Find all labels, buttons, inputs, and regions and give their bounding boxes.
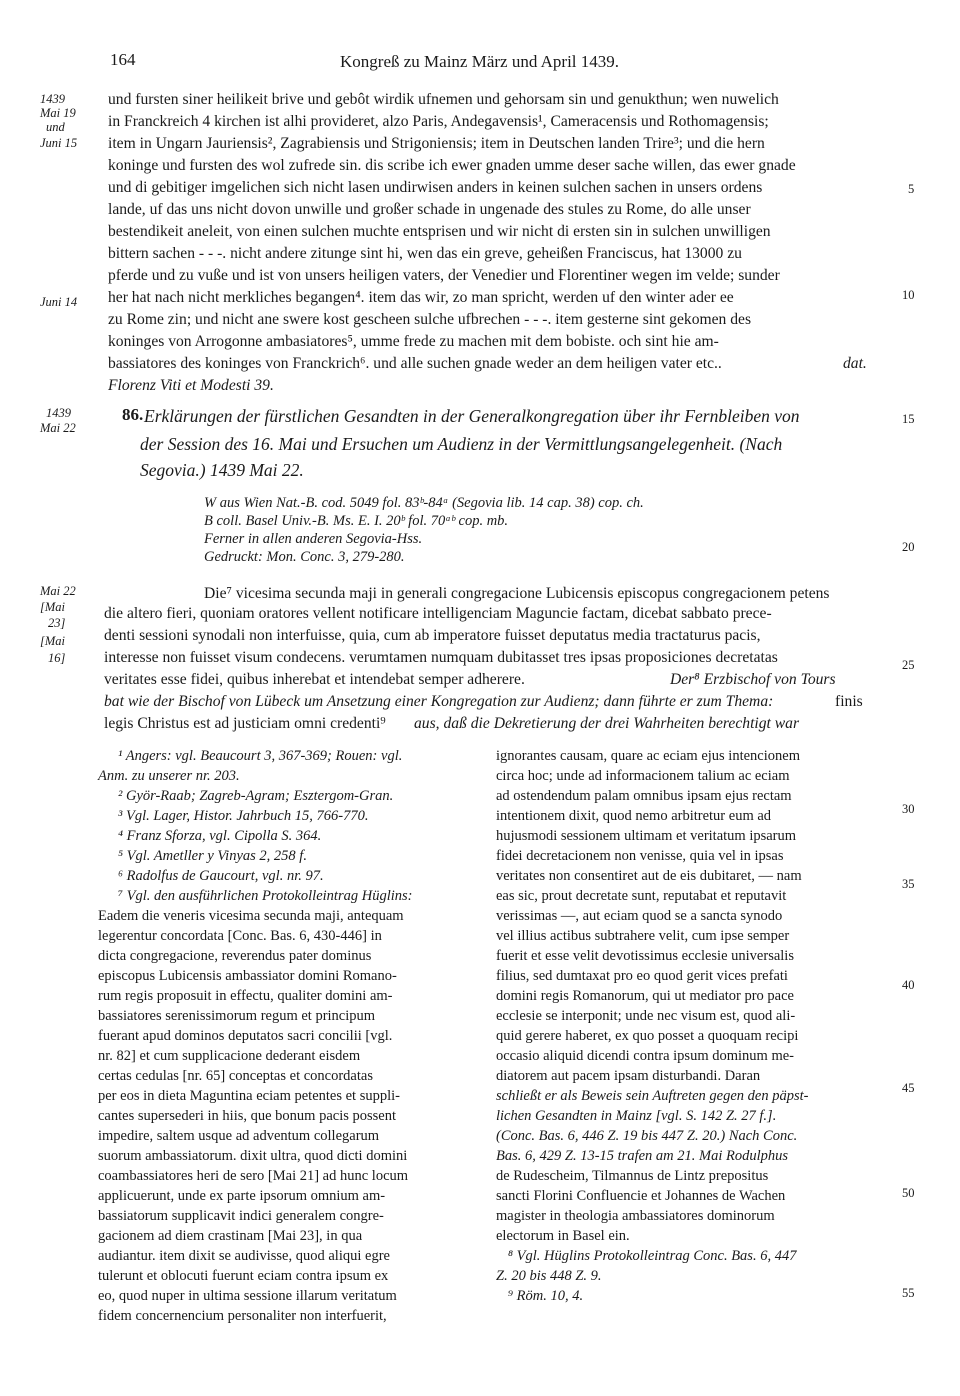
footnote-line: domini regis Romanorum, qui ut mediator pro pace — [496, 988, 794, 1004]
footnote-line: episcopus Lubicensis ambassiator domini Romano- — [98, 968, 397, 984]
text-line: Florenz Viti et Modesti 39. — [108, 377, 274, 394]
section-title-line: Erklärungen der fürstlichen Gesandten in der Generalkongregation über ihr Fernbleiben von — [144, 406, 800, 426]
text-line: bittern sachen - - -. nicht andere zitunge sint hi, wen das ein greve, geheißen Franciscus, hat 13000 zu — [108, 245, 742, 262]
footnote-line: nr. 82] et cum supplicacione dederant eisdem — [98, 1048, 361, 1064]
footnote-line: occasio aliquid dicendi contra ipsum dominum me- — [496, 1048, 794, 1064]
footnote-line: audiantur. item dixit se audivisse, quod aliqui egre — [98, 1248, 390, 1264]
footnote-line: electorum in Basel ein. — [496, 1228, 630, 1244]
footnote-line: cantes supersederi in hiis, que bonum pacis possent — [98, 1108, 396, 1124]
page-number: 164 — [110, 50, 136, 69]
text-line: her hat nach nicht merkliches begangen⁴. item das wir, zo man spricht, werden uf den winter ader ee — [108, 289, 734, 306]
footnote-line: ¹ Angers: vgl. Beaucourt 3, 367-369; Rouen: vgl. — [118, 748, 403, 764]
body-line: finis — [835, 693, 863, 710]
line-number: 50 — [902, 1186, 915, 1200]
source-line: B coll. Basel Univ.-B. Ms. E. I. 20ᵇ fol. 70ᵃᵇ cop. mb. — [204, 513, 509, 529]
source-line: Gedruckt: Mon. Conc. 3, 279-280. — [204, 549, 405, 565]
footnote-line: fidei decretacionem non venisse, quia vel in ipsas — [496, 848, 784, 864]
footnote-line: lichen Gesandten in Mainz [vgl. S. 142 Z. 27 f.]. — [496, 1108, 777, 1124]
footnote-line: fuerit et esse velit devotissimus ecclesie universalis — [496, 948, 794, 964]
margin-note-date: Mai 19 — [40, 106, 76, 120]
margin-note-date: Juni 15 — [40, 136, 78, 150]
margin-note: [Mai — [40, 600, 65, 614]
line-number: 25 — [902, 658, 915, 672]
footnote-line: diatorem aut pacem ipsam disturbandi. Daran — [496, 1068, 761, 1084]
section-margin-year: 1439 — [46, 406, 71, 420]
footnote-line: circa hoc; unde ad informacionem talium ac eciam — [496, 768, 790, 784]
section-margin-date: Mai 22 — [40, 421, 76, 435]
body-line: legis Christus est ad justiciam omni credenti⁹ — [104, 715, 386, 732]
margin-note-year: 1439 — [40, 92, 65, 106]
footnote-line: hujusmodi sessionem ultimam et veritatum ipsarum — [496, 828, 797, 844]
footnote-line: eas sic, prout decretate sunt, reputabat et reputavit — [496, 888, 787, 904]
text-line: und di gebitiger imgelichen sich nicht lasen undirwisen anders in keinen sulchen sachen in unsers ordens — [108, 179, 763, 196]
margin-note: 16] — [48, 651, 66, 665]
footnote-line: impedire, saltem usque ad adventum collegarum — [98, 1128, 380, 1144]
footnote-line: certas cedulas [nr. 65] conceptas et concordatas — [98, 1068, 373, 1084]
text-line-dat: dat. — [843, 355, 867, 372]
footnote-line: ⁹ Röm. 10, 4. — [508, 1288, 584, 1304]
source-line: Ferner in allen anderen Segovia-Hss. — [204, 531, 423, 547]
section-number: 86. — [122, 405, 144, 424]
body-line: interesse non fuisset visum condecens. verumtamen numquam dubitasset tres ipsas proposiciones decretatas — [104, 649, 778, 666]
text-line: und fursten siner heilikeit brive und gebôt wirdik ufnemen und gehorsam sin und genukthun; wen nuwelich — [108, 91, 779, 108]
line-number: 5 — [908, 182, 915, 196]
text-line: zu Rome zin; und nicht ane swere kost gescheen sulche ufbrechen - - -. item gesterne sint gekomen des — [108, 311, 752, 328]
footnote-line: ad ostendendum palam omnibus ipsam ejus rectam — [496, 788, 792, 804]
running-title: Kongreß zu Mainz März und April 1439. — [340, 52, 620, 71]
margin-note: Mai 22 — [40, 584, 76, 598]
body-line: bat wie der Bischof von Lübeck um Ansetzung einer Kongregation zur Audienz; dann führte er zum Thema: — [104, 693, 774, 710]
footnote-line: Eadem die veneris vicesima secunda maji, antequam — [98, 908, 404, 924]
text-line: pferde und zu vuße und ist von unsers heiligen vaters, der Venedier und Florentiner wegen im velde; sunder — [108, 267, 780, 284]
footnote-line: verissimas —, aut eciam quod se a sancta synodo — [496, 908, 783, 924]
text-line: in Franckreich 4 kirchen ist alhi provideret, alzo Paris, Andegavensis¹, Cameracensis und Rothomagensis; — [108, 113, 769, 130]
margin-note: [Mai — [40, 634, 65, 648]
footnote-line: ⁵ Vgl. Ametller y Vinyas 2, 258 f. — [118, 848, 307, 864]
source-line: W aus Wien Nat.-B. cod. 5049 fol. 83ᵇ-84ᵃ (Segovia lib. 14 cap. 38) cop. ch. — [204, 495, 644, 511]
body-line: veritates esse fidei, quibus inherebat et intendebat semper adherere. — [104, 671, 525, 688]
footnote-line: ⁸ Vgl. Hüglins Protokolleintrag Conc. Bas. 6, 447 — [508, 1248, 797, 1264]
body-line: aus, daß die Dekretierung der drei Wahrheiten berechtigt war — [414, 715, 800, 732]
footnote-line: Anm. zu unserer nr. 203. — [98, 768, 240, 784]
footnote-line: schließt er als Beweis sein Auftreten gegen den päpst- — [496, 1088, 809, 1104]
body-line: Die⁷ vicesima secunda maji in generali congregacione Lubicensis episcopus congregacionem petens — [204, 585, 830, 602]
body-line: die altero fieri, quoniam oratores vellent notificare intelligenciam Maguncie factam, dicebat sabbato prece- — [104, 605, 772, 622]
text-line: koninges von Arrogonne ambasiatores⁵, umme frede zu machen mit dem bobiste. och sint hie am- — [108, 333, 719, 350]
footnote-line: applicuerunt, unde ex parte ipsorum omnium am- — [98, 1188, 386, 1204]
footnote-line: ⁷ Vgl. den ausführlichen Protokolleintrag Hüglins: — [118, 888, 413, 904]
margin-note-und: und — [46, 120, 65, 134]
footnote-line: coambassiatores heri de sero [Mai 21] ad hunc locum — [98, 1168, 409, 1184]
text-line: lande, uf das uns nicht dovon unwille und großer schade in ungenade des stules zu Rome, do alle unser — [108, 201, 751, 218]
section-title-line: der Session des 16. Mai und Ersuchen um Audienz in der Vermittlungsangelegenheit. (Nach — [140, 434, 783, 454]
line-number: 10 — [902, 288, 915, 302]
footnote-line: quid gerere haberet, ex quo posset a quoquam recipi — [496, 1028, 799, 1044]
footnote-line: intentionem dixit, quod nemo arbitretur eum ad — [496, 808, 772, 824]
body-line: denti sessioni synodali non interfuisse, quia, cum ab imperatore fuisset deputatus media tractaturus pacis, — [104, 627, 761, 644]
line-number: 40 — [902, 978, 915, 992]
footnote-line: legerentur concordata [Conc. Bas. 6, 430-446] in — [98, 928, 382, 944]
footnote-line: rum regis proposuit in effectu, qualiter domini am- — [98, 988, 393, 1004]
margin-note: 23] — [48, 616, 66, 630]
footnote-line: ³ Vgl. Lager, Histor. Jahrbuch 15, 766-770. — [118, 808, 369, 824]
footnote-line: Bas. 6, 429 Z. 13-15 trafen am 21. Mai Rodulphus — [496, 1148, 789, 1164]
text-line: koninge und fursten des wol zufrede sin. dis scribe ich ewer gnaden umme deser sache willen, das ewer gnade — [108, 157, 796, 174]
text-line: bestendikeit aneleit, von einen sulchen muchte entsprisen und wir nicht di ersten sin in sulchen unwilligen — [108, 223, 771, 240]
line-number: 20 — [902, 540, 915, 554]
footnote-line: magister in theologia ambassiatores dominorum — [496, 1208, 775, 1224]
line-number: 55 — [902, 1286, 915, 1300]
footnote-line: ⁴ Franz Sforza, vgl. Cipolla S. 364. — [118, 828, 322, 844]
line-number: 45 — [902, 1081, 915, 1095]
footnote-line: de Rudescheim, Tilmannus de Lintz prepositus — [496, 1168, 769, 1184]
footnote-line: bassiatorum supplicavit indici generalem congre- — [98, 1208, 384, 1224]
footnote-line: Z. 20 bis 448 Z. 9. — [496, 1268, 602, 1284]
footnote-line: bassiatores serenissimorum regum et principum — [98, 1008, 376, 1024]
footnote-line: sancti Florini Confluencie et Johannes de Wachen — [496, 1188, 786, 1204]
text-line: item in Ungarn Jauriensis², Zagrabiensis und Strigoniensis; item in Deutschen landen Trire³; und die hern — [108, 135, 765, 152]
margin-note-date: Juni 14 — [40, 295, 78, 309]
line-number: 15 — [902, 412, 915, 426]
footnote-line: fuerant apud dominos deputatos sacri concilii [vgl. — [98, 1028, 393, 1044]
footnote-line: fidem concernencium personaliter non interfuerit, — [98, 1308, 387, 1324]
section-title-line: Segovia.) 1439 Mai 22. — [140, 460, 304, 480]
footnote-line: filius, sed dumtaxat pro eo quod gerit vices prefati — [496, 968, 788, 984]
footnote-line: gacionem ad diem crastinam [Mai 23], in qua — [98, 1228, 363, 1244]
footnote-line: per eos in dieta Maguntina eciam petentes et suppli- — [98, 1088, 400, 1104]
footnote-line: ⁶ Radolfus de Gaucourt, vgl. nr. 97. — [118, 868, 324, 884]
footnote-line: dicta congregacione, reverendus pater dominus — [98, 948, 372, 964]
footnote-line: veritates non consentiret aut de eis dubitaret, — nam — [496, 868, 802, 884]
footnote-line: tulerunt et oblocuti fuerunt eciam contra ipsum ex — [98, 1268, 389, 1284]
footnote-line: vel illius actibus subtrahere velit, cum ipse semper — [496, 928, 790, 944]
line-number: 30 — [902, 802, 915, 816]
footnote-line: (Conc. Bas. 6, 446 Z. 19 bis 447 Z. 20.) Nach Conc. — [496, 1128, 798, 1144]
footnote-line: ecclesie se interponit; unde nec visum est, quod ali- — [496, 1008, 796, 1024]
footnote-line: ignorantes causam, quare ac eciam ejus intencionem — [496, 748, 800, 764]
body-line: Der⁸ Erzbischof von Tours — [670, 671, 836, 688]
text-line: bassiatores des koninges von Franckrich⁶. und alle suchen gnade weder an dem heiligen vater etc.. — [108, 355, 722, 372]
footnote-line: ² Györ-Raab; Zagreb-Agram; Esztergom-Gran. — [118, 788, 394, 804]
line-number: 35 — [902, 877, 915, 891]
footnote-line: eo, quod nuper in ultima sessione illarum veritatum — [98, 1288, 397, 1304]
footnote-line: suorum ambassiatorum. dixit ultra, quod dicti domini — [98, 1148, 408, 1164]
